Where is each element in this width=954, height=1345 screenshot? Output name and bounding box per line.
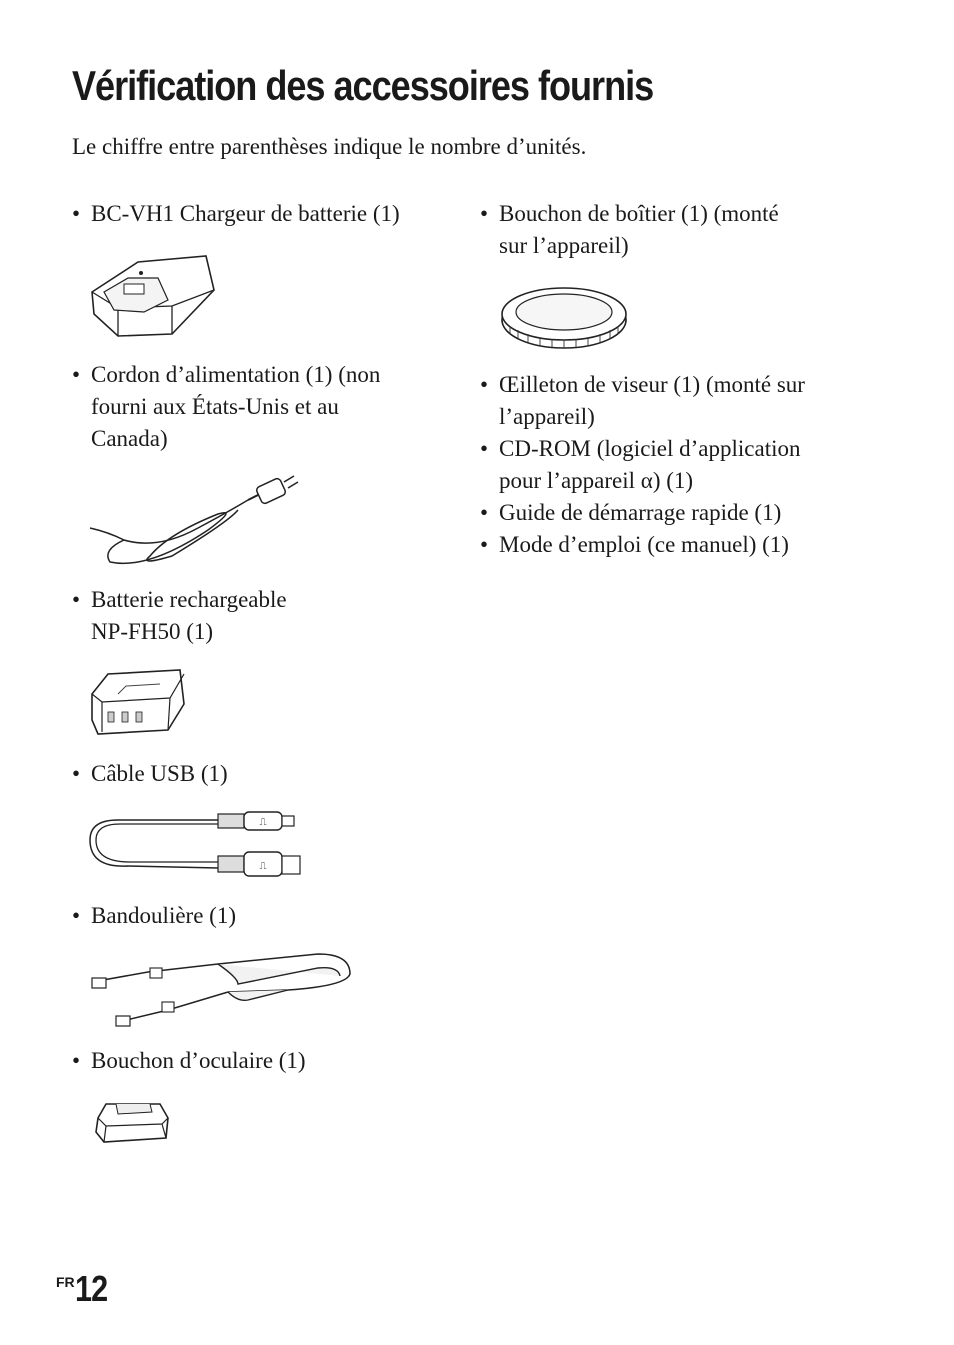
bullet: •: [72, 201, 81, 226]
item-line: Câble USB (1): [91, 761, 228, 786]
eyepiece-cap-icon: [90, 1098, 174, 1148]
item-cdrom: [480, 433, 801, 497]
charger-illustration: [88, 250, 218, 342]
item-line: sur l’appareil): [499, 233, 629, 258]
power-cord-illustration: [88, 470, 300, 570]
bullet: •: [480, 500, 489, 525]
item-line: Bouchon d’oculaire (1): [91, 1048, 306, 1073]
item-body-cap: [480, 198, 779, 262]
battery-pack-icon: [88, 664, 188, 744]
battery-charger-icon: [88, 250, 218, 342]
item-eyecup: [480, 369, 805, 433]
bullet: •: [480, 436, 489, 461]
svg-text:⎍: ⎍: [259, 817, 267, 828]
bullet: •: [480, 372, 489, 397]
usb-cable-icon: [88, 808, 304, 886]
battery-illustration: [88, 664, 188, 744]
item-line: CD-ROM (logiciel d’application: [499, 436, 801, 461]
item-line: fourni aux États-Unis et au: [91, 394, 339, 419]
body-cap-illustration: [500, 282, 630, 352]
page-number-value: 12: [74, 1268, 108, 1309]
page-number: [56, 1268, 113, 1310]
item-usb: [72, 758, 228, 790]
item-line: NP-FH50 (1): [91, 619, 214, 644]
item-line: Guide de démarrage rapide (1): [499, 500, 782, 525]
svg-text:⎍: ⎍: [259, 861, 267, 872]
item-line: pour l’appareil α) (1): [499, 468, 694, 493]
item-manual: [480, 529, 789, 561]
item-line: l’appareil): [499, 404, 595, 429]
strap-illustration: [88, 950, 354, 1032]
item-line: Bouchon de boîtier (1) (monté: [499, 201, 779, 226]
bullet: •: [72, 362, 81, 387]
item-line: Batterie rechargeable: [91, 587, 287, 612]
body-cap-icon: [500, 282, 630, 352]
item-line: BC-VH1 Chargeur de batterie (1): [91, 201, 400, 226]
bullet: •: [72, 1048, 81, 1073]
item-line: Cordon d’alimentation (1) (non: [91, 362, 381, 387]
item-line: Canada): [91, 426, 168, 451]
language-code: FR: [56, 1274, 75, 1290]
item-strap: [72, 900, 236, 932]
bullet: •: [480, 532, 489, 557]
item-charger: [72, 198, 400, 230]
page-title: Vérification des accessoires fournis: [72, 62, 654, 109]
item-power-cord: [72, 359, 381, 455]
bullet: •: [480, 201, 489, 226]
item-line: Mode d’emploi (ce manuel) (1): [499, 532, 789, 557]
item-line: Bandoulière (1): [91, 903, 236, 928]
intro-text: Le chiffre entre parenthèses indique le nombre d’unités.: [72, 134, 587, 159]
power-cord-icon: [88, 470, 300, 570]
item-eyepiece-cap: [72, 1045, 306, 1077]
eyepiece-cap-illustration: [90, 1098, 174, 1148]
item-quick-guide: [480, 497, 782, 529]
bullet: •: [72, 903, 81, 928]
usb-cable-illustration: [88, 808, 304, 886]
item-line: Œilleton de viseur (1) (monté sur: [499, 372, 805, 397]
bullet: •: [72, 761, 81, 786]
shoulder-strap-icon: [88, 950, 354, 1032]
item-battery: [72, 584, 287, 648]
bullet: •: [72, 587, 81, 612]
